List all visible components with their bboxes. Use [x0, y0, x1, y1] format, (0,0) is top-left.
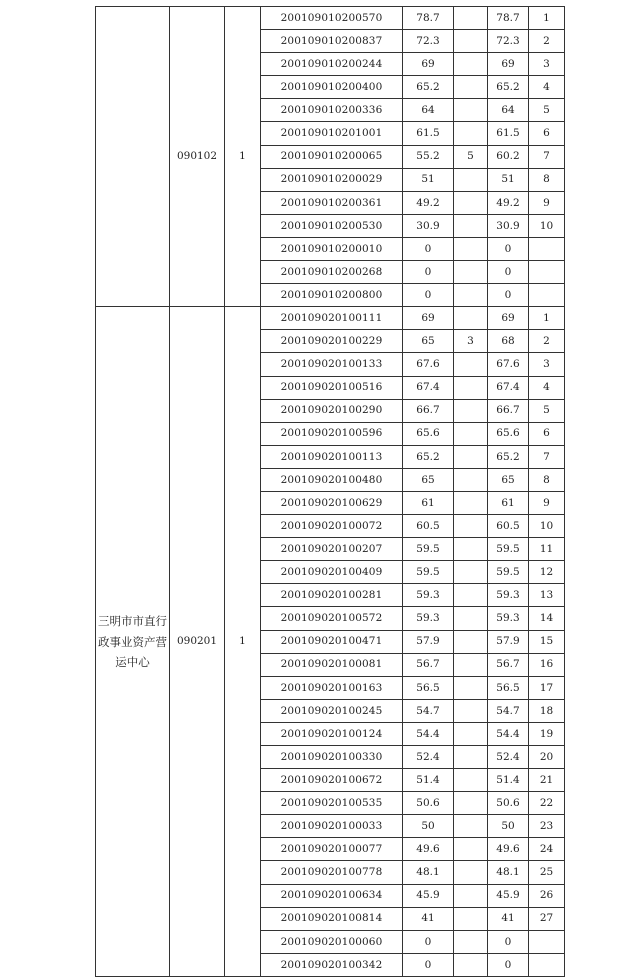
- ticket-number-cell: 200109010200065: [261, 145, 403, 168]
- written-score-cell: 30.9: [403, 214, 454, 237]
- bonus-score-cell: [454, 53, 488, 76]
- written-score-cell: 65.2: [403, 445, 454, 468]
- ticket-number-cell: 200109020100060: [261, 930, 403, 953]
- rank-cell: 21: [529, 769, 565, 792]
- rank-cell: 9: [529, 191, 565, 214]
- ticket-number-cell: 200109020100207: [261, 538, 403, 561]
- ticket-number-cell: 200109010200837: [261, 30, 403, 53]
- ticket-number-cell: 200109020100471: [261, 630, 403, 653]
- total-score-cell: 51.4: [488, 769, 529, 792]
- written-score-cell: 59.3: [403, 607, 454, 630]
- rank-cell: 23: [529, 815, 565, 838]
- bonus-score-cell: [454, 307, 488, 330]
- ticket-number-cell: 200109020100124: [261, 722, 403, 745]
- rank-cell: 17: [529, 676, 565, 699]
- bonus-score-cell: [454, 561, 488, 584]
- bonus-score-cell: [454, 676, 488, 699]
- table-body: [96, 7, 565, 977]
- ticket-number-cell: 200109020100634: [261, 884, 403, 907]
- written-score-cell: 65: [403, 468, 454, 491]
- ticket-number-cell: 200109020100330: [261, 746, 403, 769]
- written-score-cell: 0: [403, 953, 454, 976]
- bonus-score-cell: [454, 630, 488, 653]
- total-score-cell: 30.9: [488, 214, 529, 237]
- written-score-cell: 56.7: [403, 653, 454, 676]
- rank-cell: [529, 930, 565, 953]
- written-score-cell: 65: [403, 330, 454, 353]
- total-score-cell: 51: [488, 168, 529, 191]
- bonus-score-cell: [454, 76, 488, 99]
- rank-cell: 5: [529, 399, 565, 422]
- rank-cell: 2: [529, 330, 565, 353]
- written-score-cell: 0: [403, 284, 454, 307]
- total-score-cell: 67.6: [488, 353, 529, 376]
- rank-cell: 5: [529, 99, 565, 122]
- rank-cell: [529, 953, 565, 976]
- total-score-cell: 64: [488, 99, 529, 122]
- ticket-number-cell: 200109010200268: [261, 261, 403, 284]
- ticket-number-cell: 200109020100629: [261, 491, 403, 514]
- written-score-cell: 54.7: [403, 699, 454, 722]
- rank-cell: 6: [529, 422, 565, 445]
- rank-cell: 18: [529, 699, 565, 722]
- total-score-cell: 52.4: [488, 746, 529, 769]
- written-score-cell: 67.4: [403, 376, 454, 399]
- rank-cell: 24: [529, 838, 565, 861]
- total-score-cell: 61: [488, 491, 529, 514]
- bonus-score-cell: 3: [454, 330, 488, 353]
- rank-cell: 20: [529, 746, 565, 769]
- bonus-score-cell: 5: [454, 145, 488, 168]
- written-score-cell: 50.6: [403, 792, 454, 815]
- ticket-number-cell: 200109020100163: [261, 676, 403, 699]
- ticket-number-cell: 200109020100778: [261, 861, 403, 884]
- rank-cell: 1: [529, 307, 565, 330]
- bonus-score-cell: [454, 792, 488, 815]
- rank-cell: 16: [529, 653, 565, 676]
- bonus-score-cell: [454, 399, 488, 422]
- rank-cell: [529, 237, 565, 260]
- total-score-cell: 69: [488, 307, 529, 330]
- total-score-cell: 50: [488, 815, 529, 838]
- rank-cell: 10: [529, 214, 565, 237]
- hire-count-cell: 1: [225, 7, 261, 307]
- ticket-number-cell: 200109010200244: [261, 53, 403, 76]
- total-score-cell: 65: [488, 468, 529, 491]
- ticket-number-cell: 200109020100229: [261, 330, 403, 353]
- rank-cell: 6: [529, 122, 565, 145]
- ticket-number-cell: 200109020100281: [261, 584, 403, 607]
- written-score-cell: 48.1: [403, 861, 454, 884]
- written-score-cell: 54.4: [403, 722, 454, 745]
- score-table: [95, 6, 565, 977]
- total-score-cell: 0: [488, 930, 529, 953]
- written-score-cell: 57.9: [403, 630, 454, 653]
- hire-count-cell: 1: [225, 307, 261, 977]
- rank-cell: 3: [529, 53, 565, 76]
- bonus-score-cell: [454, 907, 488, 930]
- written-score-cell: 61.5: [403, 122, 454, 145]
- written-score-cell: 60.5: [403, 515, 454, 538]
- bonus-score-cell: [454, 168, 488, 191]
- total-score-cell: 56.7: [488, 653, 529, 676]
- total-score-cell: 65.6: [488, 422, 529, 445]
- ticket-number-cell: 200109010200336: [261, 99, 403, 122]
- total-score-cell: 61.5: [488, 122, 529, 145]
- total-score-cell: 60.5: [488, 515, 529, 538]
- bonus-score-cell: [454, 214, 488, 237]
- total-score-cell: 41: [488, 907, 529, 930]
- ticket-number-cell: 200109020100516: [261, 376, 403, 399]
- ticket-number-cell: 200109010200400: [261, 76, 403, 99]
- written-score-cell: 66.7: [403, 399, 454, 422]
- rank-cell: 9: [529, 491, 565, 514]
- total-score-cell: 0: [488, 953, 529, 976]
- table-row: [96, 7, 565, 30]
- written-score-cell: 55.2: [403, 145, 454, 168]
- written-score-cell: 0: [403, 261, 454, 284]
- ticket-number-cell: 200109020100596: [261, 422, 403, 445]
- ticket-number-cell: 200109020100072: [261, 515, 403, 538]
- ticket-number-cell: 200109020100535: [261, 792, 403, 815]
- rank-cell: 1: [529, 7, 565, 30]
- written-score-cell: 69: [403, 53, 454, 76]
- bonus-score-cell: [454, 769, 488, 792]
- rank-cell: 19: [529, 722, 565, 745]
- written-score-cell: 59.5: [403, 561, 454, 584]
- written-score-cell: 49.2: [403, 191, 454, 214]
- rank-cell: 3: [529, 353, 565, 376]
- written-score-cell: 56.5: [403, 676, 454, 699]
- bonus-score-cell: [454, 261, 488, 284]
- total-score-cell: 59.5: [488, 561, 529, 584]
- ticket-number-cell: 200109020100572: [261, 607, 403, 630]
- bonus-score-cell: [454, 353, 488, 376]
- total-score-cell: 59.3: [488, 584, 529, 607]
- total-score-cell: 59.5: [488, 538, 529, 561]
- bonus-score-cell: [454, 191, 488, 214]
- written-score-cell: 65.2: [403, 76, 454, 99]
- bonus-score-cell: [454, 699, 488, 722]
- unit-name-cell: [96, 7, 170, 307]
- total-score-cell: 68: [488, 330, 529, 353]
- written-score-cell: 52.4: [403, 746, 454, 769]
- rank-cell: 25: [529, 861, 565, 884]
- rank-cell: 15: [529, 630, 565, 653]
- ticket-number-cell: 200109010200530: [261, 214, 403, 237]
- unit-name-cell: 三明市市直行政事业资产营运中心: [96, 307, 170, 977]
- bonus-score-cell: [454, 815, 488, 838]
- bonus-score-cell: [454, 445, 488, 468]
- written-score-cell: 64: [403, 99, 454, 122]
- written-score-cell: 59.5: [403, 538, 454, 561]
- written-score-cell: 0: [403, 237, 454, 260]
- bonus-score-cell: [454, 861, 488, 884]
- ticket-number-cell: 200109020100111: [261, 307, 403, 330]
- rank-cell: 11: [529, 538, 565, 561]
- bonus-score-cell: [454, 376, 488, 399]
- ticket-number-cell: 200109010201001: [261, 122, 403, 145]
- total-score-cell: 49.6: [488, 838, 529, 861]
- written-score-cell: 59.3: [403, 584, 454, 607]
- total-score-cell: 45.9: [488, 884, 529, 907]
- bonus-score-cell: [454, 122, 488, 145]
- bonus-score-cell: [454, 284, 488, 307]
- rank-cell: 4: [529, 376, 565, 399]
- post-code-cell: 090201: [170, 307, 225, 977]
- rank-cell: 8: [529, 168, 565, 191]
- ticket-number-cell: 200109020100033: [261, 815, 403, 838]
- bonus-score-cell: [454, 468, 488, 491]
- bonus-score-cell: [454, 491, 488, 514]
- bonus-score-cell: [454, 422, 488, 445]
- bonus-score-cell: [454, 838, 488, 861]
- bonus-score-cell: [454, 607, 488, 630]
- bonus-score-cell: [454, 722, 488, 745]
- rank-cell: 27: [529, 907, 565, 930]
- total-score-cell: 0: [488, 237, 529, 260]
- bonus-score-cell: [454, 746, 488, 769]
- bonus-score-cell: [454, 538, 488, 561]
- bonus-score-cell: [454, 7, 488, 30]
- bonus-score-cell: [454, 930, 488, 953]
- rank-cell: 10: [529, 515, 565, 538]
- ticket-number-cell: 200109020100409: [261, 561, 403, 584]
- ticket-number-cell: 200109020100077: [261, 838, 403, 861]
- total-score-cell: 72.3: [488, 30, 529, 53]
- written-score-cell: 65.6: [403, 422, 454, 445]
- bonus-score-cell: [454, 237, 488, 260]
- written-score-cell: 0: [403, 930, 454, 953]
- bonus-score-cell: [454, 30, 488, 53]
- ticket-number-cell: 200109010200029: [261, 168, 403, 191]
- written-score-cell: 41: [403, 907, 454, 930]
- rank-cell: 12: [529, 561, 565, 584]
- ticket-number-cell: 200109010200800: [261, 284, 403, 307]
- total-score-cell: 57.9: [488, 630, 529, 653]
- bonus-score-cell: [454, 953, 488, 976]
- written-score-cell: 50: [403, 815, 454, 838]
- ticket-number-cell: 200109010200361: [261, 191, 403, 214]
- ticket-number-cell: 200109020100113: [261, 445, 403, 468]
- rank-cell: 14: [529, 607, 565, 630]
- written-score-cell: 67.6: [403, 353, 454, 376]
- bonus-score-cell: [454, 515, 488, 538]
- ticket-number-cell: 200109010200570: [261, 7, 403, 30]
- table-row: [96, 307, 565, 330]
- total-score-cell: 56.5: [488, 676, 529, 699]
- rank-cell: [529, 261, 565, 284]
- total-score-cell: 54.4: [488, 722, 529, 745]
- total-score-cell: 48.1: [488, 861, 529, 884]
- total-score-cell: 65.2: [488, 445, 529, 468]
- written-score-cell: 45.9: [403, 884, 454, 907]
- bonus-score-cell: [454, 584, 488, 607]
- total-score-cell: 49.2: [488, 191, 529, 214]
- total-score-cell: 69: [488, 53, 529, 76]
- written-score-cell: 51: [403, 168, 454, 191]
- ticket-number-cell: 200109020100480: [261, 468, 403, 491]
- total-score-cell: 0: [488, 261, 529, 284]
- ticket-number-cell: 200109020100133: [261, 353, 403, 376]
- bonus-score-cell: [454, 884, 488, 907]
- total-score-cell: 65.2: [488, 76, 529, 99]
- rank-cell: 13: [529, 584, 565, 607]
- rank-cell: 26: [529, 884, 565, 907]
- written-score-cell: 69: [403, 307, 454, 330]
- ticket-number-cell: 200109020100342: [261, 953, 403, 976]
- total-score-cell: 67.4: [488, 376, 529, 399]
- total-score-cell: 66.7: [488, 399, 529, 422]
- total-score-cell: 50.6: [488, 792, 529, 815]
- written-score-cell: 72.3: [403, 30, 454, 53]
- rank-cell: [529, 284, 565, 307]
- total-score-cell: 78.7: [488, 7, 529, 30]
- rank-cell: 4: [529, 76, 565, 99]
- bonus-score-cell: [454, 653, 488, 676]
- ticket-number-cell: 200109020100245: [261, 699, 403, 722]
- total-score-cell: 59.3: [488, 607, 529, 630]
- written-score-cell: 49.6: [403, 838, 454, 861]
- total-score-cell: 60.2: [488, 145, 529, 168]
- rank-cell: 7: [529, 145, 565, 168]
- post-code-cell: 090102: [170, 7, 225, 307]
- ticket-number-cell: 200109020100290: [261, 399, 403, 422]
- ticket-number-cell: 200109020100672: [261, 769, 403, 792]
- written-score-cell: 61: [403, 491, 454, 514]
- written-score-cell: 78.7: [403, 7, 454, 30]
- rank-cell: 8: [529, 468, 565, 491]
- rank-cell: 2: [529, 30, 565, 53]
- total-score-cell: 0: [488, 284, 529, 307]
- ticket-number-cell: 200109020100814: [261, 907, 403, 930]
- total-score-cell: 54.7: [488, 699, 529, 722]
- rank-cell: 7: [529, 445, 565, 468]
- written-score-cell: 51.4: [403, 769, 454, 792]
- ticket-number-cell: 200109020100081: [261, 653, 403, 676]
- bonus-score-cell: [454, 99, 488, 122]
- rank-cell: 22: [529, 792, 565, 815]
- ticket-number-cell: 200109010200010: [261, 237, 403, 260]
